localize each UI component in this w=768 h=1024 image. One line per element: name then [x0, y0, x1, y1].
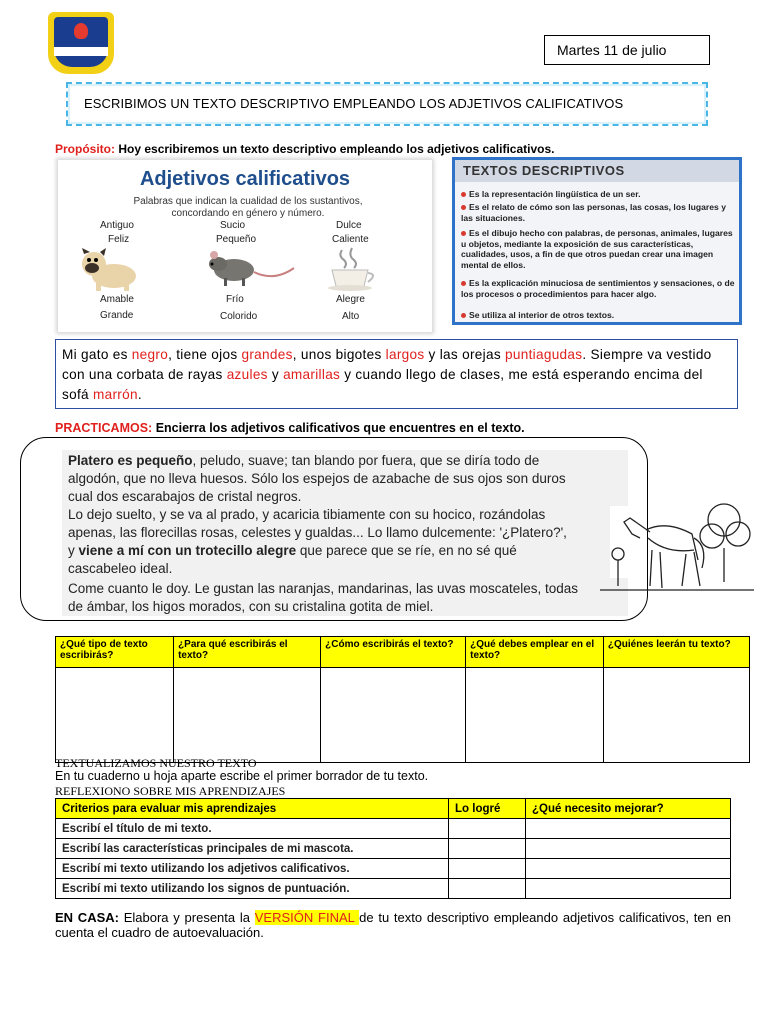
- textos-title: TEXTOS DESCRIPTIVOS: [463, 163, 625, 178]
- criteria-improve-cell[interactable]: [526, 819, 731, 839]
- page-title: ESCRIBIMOS UN TEXTO DESCRIPTIVO EMPLEANDO LOS ADJETIVOS CALIFICATIVOS: [84, 96, 624, 111]
- criteria-row-label: Escribí las características principales de mi mascota.: [56, 839, 449, 859]
- adjectives-title: Adjetivos calificativos: [139, 168, 351, 190]
- criteria-improve-cell[interactable]: [526, 879, 731, 899]
- school-logo: [48, 12, 114, 74]
- criteria-header: Criterios para evaluar mis aprendizajes: [56, 799, 449, 819]
- plan-cell[interactable]: [56, 668, 174, 763]
- plan-header: ¿Para qué escribirás el texto?: [174, 637, 321, 668]
- planning-table: [55, 636, 750, 763]
- adjective-word: Antiguo: [100, 220, 134, 231]
- coffee-cup-illustration: [326, 246, 386, 292]
- adjective-word: Dulce: [336, 220, 362, 231]
- homework-instruction: EN CASA: Elabora y presenta la VERSIÓN FINAL de tu texto descriptivo empleando adjetivos calificativos, ten en cuenta el cuadro de autoevaluación.: [55, 910, 731, 940]
- platero-line: de ámbar, los higos morados, con su cristalina gotita de miel.: [68, 599, 434, 614]
- purpose-line: [55, 142, 554, 156]
- criteria-improve-cell[interactable]: [526, 859, 731, 879]
- criteria-check-cell[interactable]: [449, 819, 526, 839]
- homework-label: EN CASA:: [55, 910, 119, 925]
- adjectives-panel: [58, 160, 432, 332]
- adjectives-subtitle: Palabras que indican la cualidad de los sustantivos, concordando en género y número.: [133, 196, 363, 219]
- plan-header: ¿Qué tipo de texto escribirás?: [56, 637, 174, 668]
- adjective-word: Grande: [100, 310, 134, 321]
- textos-item: Es el relato de cómo son las personas, las cosas, los lugares y las situaciones.: [461, 202, 726, 223]
- platero-line: cascabeleo ideal.: [68, 561, 173, 576]
- textos-item: Es la explicación minuciosa de sentimientos y sensaciones, o de los procesos o procedimientos para hacer algo.: [461, 278, 735, 299]
- rat-illustration: [204, 246, 296, 292]
- title-box: [66, 82, 708, 126]
- practice-instruction: PRACTICAMOS: Encierra los adjetivos calificativos que encuentres en el texto.: [55, 421, 525, 435]
- platero-line: Platero es pequeño, peludo, suave; tan blando por fuera, que se diría todo de: [68, 453, 540, 468]
- textos-descriptivos-box: [452, 157, 742, 325]
- plan-header: ¿Cómo escribirás el texto?: [321, 637, 466, 668]
- textos-item: Es la representación lingüística de un ser.: [461, 189, 739, 200]
- adjective-word: Frío: [226, 294, 244, 305]
- criteria-improve-cell[interactable]: [526, 839, 731, 859]
- platero-line: Come cuanto le doy. Le gustan las naranjas, mandarinas, las uvas moscateles, todas: [68, 581, 579, 596]
- criteria-table: [55, 798, 731, 899]
- date-box: [544, 35, 710, 65]
- textos-item: Se utiliza al interior de otros textos.: [461, 310, 739, 321]
- plan-header: ¿Qué debes emplear en el texto?: [466, 637, 604, 668]
- purpose-label: Propósito:: [55, 142, 115, 156]
- final-version-highlight: VERSIÓN FINAL: [254, 910, 360, 925]
- criteria-header: Lo logré: [449, 799, 526, 819]
- purpose-text: Hoy escribiremos un texto descriptivo empleando los adjetivos calificativos.: [118, 142, 555, 156]
- practice-label: PRACTICAMOS:: [55, 421, 153, 435]
- platero-line: cual dos escarabajos de cristal negros.: [68, 489, 302, 504]
- textos-item: Es el dibujo hecho con palabras, de personas, animales, lugares u objetos, mediante la exposición de sus características, cualidades, usos, a fin de que otros puedan crear una imagen mental de ellos.: [461, 228, 733, 270]
- adjective-word: Alegre: [336, 294, 365, 305]
- adjective-word: Pequeño: [216, 234, 257, 245]
- plan-cell[interactable]: [321, 668, 466, 763]
- example-paragraph: Mi gato es negro, tiene ojos grandes, unos bigotes largos y las orejas puntiagudas. Siempre va vestido con una corbata de rayas azules y amarillas y cuando llego de clases, me está esperando encima del sofá marrón.: [62, 347, 712, 402]
- criteria-check-cell[interactable]: [449, 839, 526, 859]
- plan-header: ¿Quiénes leerán tu texto?: [603, 637, 749, 668]
- textualize-text: En tu cuaderno u hoja aparte escribe el primer borrador de tu texto.: [55, 769, 429, 783]
- criteria-row-label: Escribí mi texto utilizando los signos de puntuación.: [56, 879, 449, 899]
- horse-illustration: [596, 490, 756, 610]
- platero-line: apenas, las florecillas rosas, celestes y gualdas... Lo llamo dulcemente: '¿Platero?',: [68, 525, 567, 540]
- adjective-word: Caliente: [332, 234, 369, 245]
- platero-line: algodón, que no lleva huesos. Sólo los espejos de azabache de sus ojos son duros: [68, 471, 566, 486]
- adjective-word: Feliz: [108, 234, 130, 245]
- adjective-word: Sucio: [220, 220, 246, 231]
- pug-dog-illustration: [80, 246, 140, 292]
- platero-line: y viene a mí con un trotecillo alegre que parece que se ríe, en no sé qué: [68, 543, 517, 558]
- criteria-row-label: Escribí mi texto utilizando los adjetivos calificativos.: [56, 859, 449, 879]
- platero-line: Lo dejo suelto, y se va al prado, y acaricia tibiamente con su hocico, rozándolas: [68, 507, 546, 522]
- textualize-heading: TEXTUALIZAMOS NUESTRO TEXTO: [55, 756, 257, 770]
- reflect-heading: REFLEXIONO SOBRE MIS APRENDIZAJES: [55, 784, 286, 798]
- adjective-word: Alto: [342, 311, 360, 322]
- plan-cell[interactable]: [174, 668, 321, 763]
- adjective-word: Amable: [100, 294, 134, 305]
- example-paragraph-box: [55, 339, 738, 409]
- plan-cell[interactable]: [603, 668, 749, 763]
- plan-cell[interactable]: [466, 668, 604, 763]
- criteria-check-cell[interactable]: [449, 859, 526, 879]
- adjective-word: Colorido: [220, 311, 258, 322]
- practice-text: Encierra los adjetivos calificativos que encuentres en el texto: [155, 421, 522, 435]
- criteria-row-label: Escribí el título de mi texto.: [56, 819, 449, 839]
- date-text: Martes 11 de julio: [557, 42, 667, 58]
- criteria-check-cell[interactable]: [449, 879, 526, 899]
- criteria-header: ¿Qué necesito mejorar?: [526, 799, 731, 819]
